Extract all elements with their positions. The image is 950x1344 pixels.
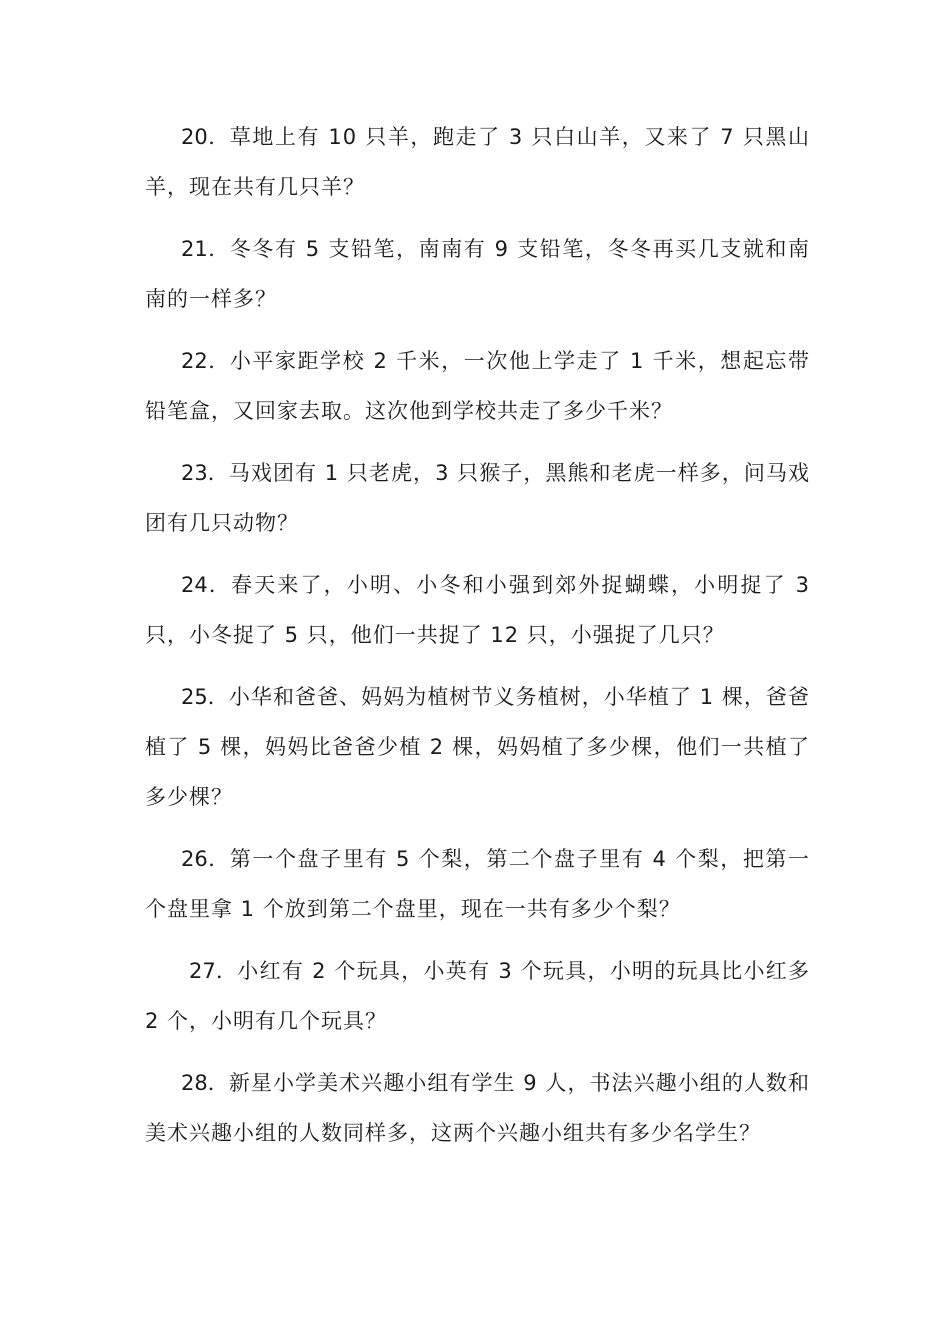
problem-27 [145, 946, 810, 1046]
problem-text: 冬冬有 5 支铅笔，南南有 9 支铅笔，冬冬再买几支就和南南的一样多？ [145, 237, 810, 311]
problem-text: 小红有 2 个玩具，小英有 3 个玩具，小明的玩具比小红多 2 个，小明有几个玩具？ [145, 959, 811, 1033]
problem-26 [145, 834, 810, 934]
problem-number: 25． [181, 685, 229, 709]
problem-number: 22． [181, 349, 230, 373]
problem-number: 27． [189, 959, 238, 983]
problem-21 [145, 224, 810, 324]
problem-text: 第一个盘子里有 5 个梨，第二个盘子里有 4 个梨，把第一个盘里拿 1 个放到第二个盘里，现在一共有多少个梨？ [145, 847, 810, 921]
problem-text: 草地上有 10 只羊，跑走了 3 只白山羊，又来了 7 只黑山羊，现在共有几只羊？ [145, 125, 810, 199]
problem-22 [145, 336, 810, 436]
problem-text: 小华和爸爸、妈妈为植树节义务植树，小华植了 1 棵，爸爸植了 5 棵，妈妈比爸爸少植 2 棵，妈妈植了多少棵，他们一共植了多少棵？ [145, 685, 810, 809]
problem-25 [145, 672, 810, 822]
problem-number: 24． [181, 573, 232, 597]
problem-number: 20． [181, 125, 230, 149]
problem-28 [145, 1058, 810, 1158]
problem-20 [145, 112, 810, 212]
problem-24 [145, 560, 810, 660]
problem-text: 小平家距学校 2 千米，一次他上学走了 1 千米，想起忘带铅笔盒，又回家去取。这次他到学校共走了多少千米？ [145, 349, 810, 423]
problem-text: 春天来了，小明、小冬和小强到郊外捉蝴蝶，小明捉了 3 只，小冬捉了 5 只，他们一共捉了 12 只，小强捉了几只？ [145, 573, 810, 647]
problem-number: 23． [181, 461, 229, 485]
problem-number: 26． [181, 847, 230, 871]
problem-23 [145, 448, 810, 548]
problem-text: 新星小学美术兴趣小组有学生 9 人，书法兴趣小组的人数和美术兴趣小组的人数同样多，这两个兴趣小组共有多少名学生？ [145, 1071, 810, 1145]
problem-text: 马戏团有 1 只老虎，3 只猴子，黑熊和老虎一样多，问马戏团有几只动物？ [145, 461, 810, 535]
problem-number: 28． [181, 1071, 229, 1095]
problem-number: 21． [181, 237, 230, 261]
